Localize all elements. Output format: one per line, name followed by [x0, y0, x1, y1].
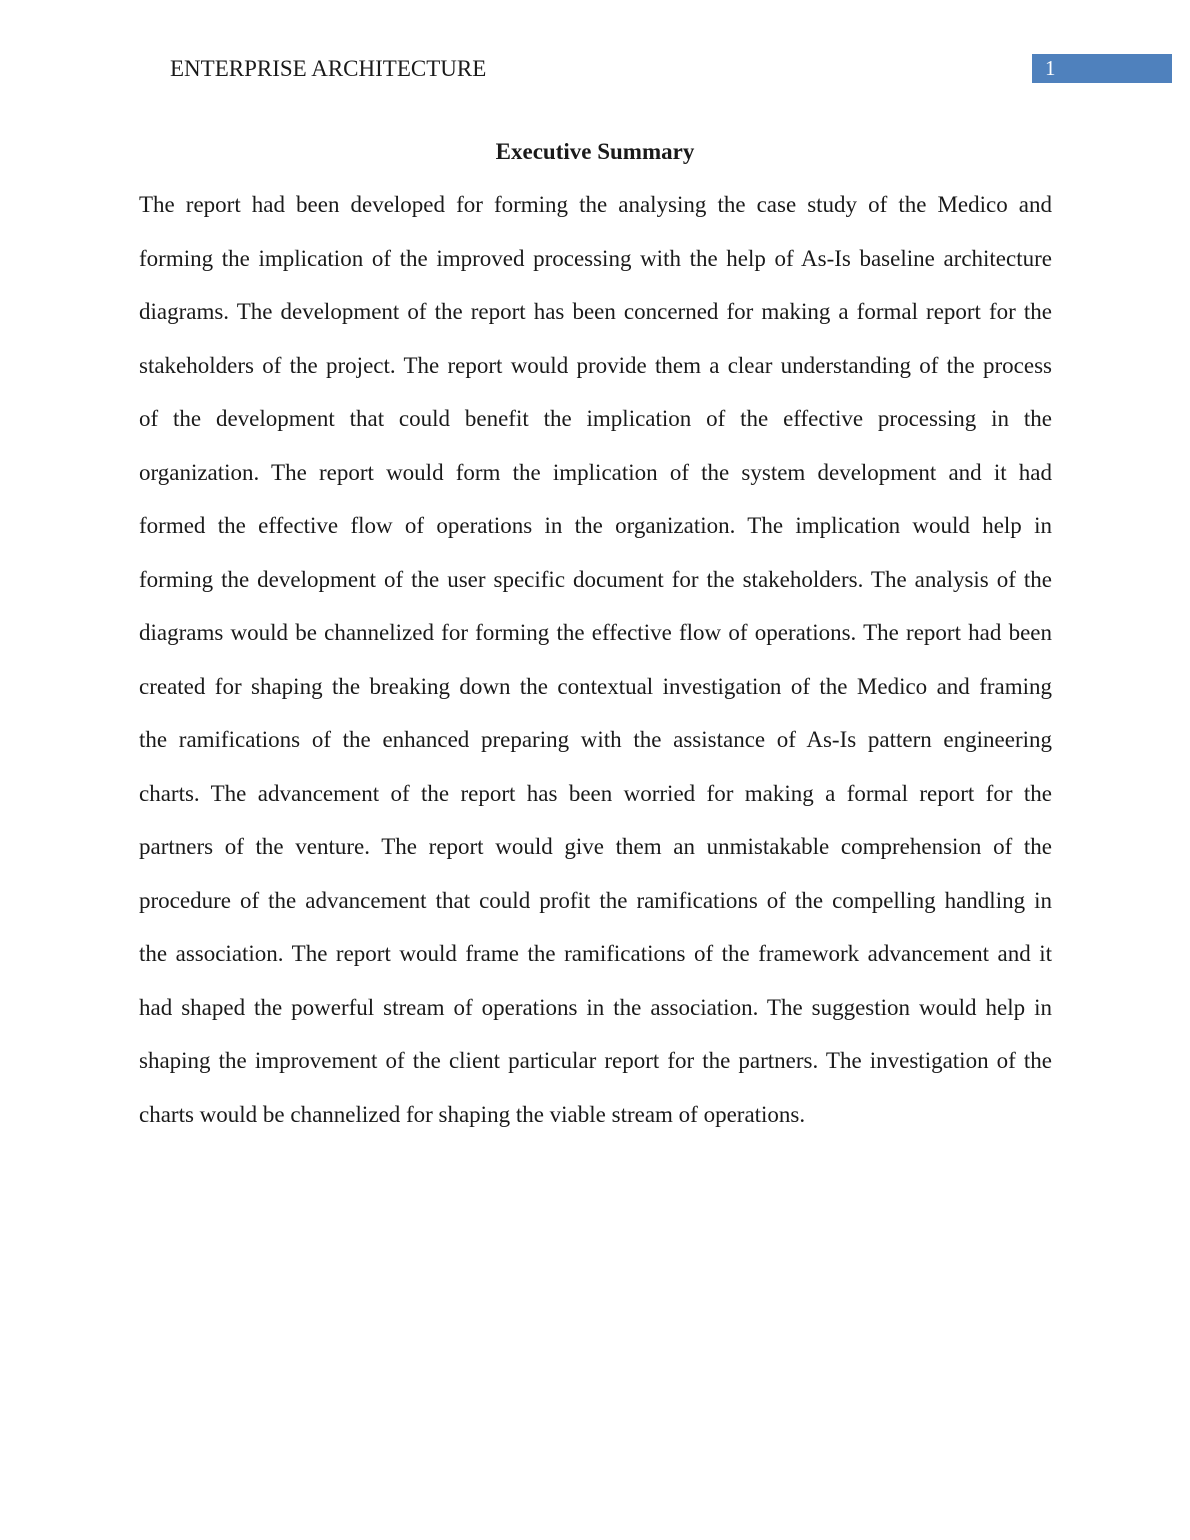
paragraph-line: formed the effective flow of operations in the organization. The implication would help in — [139, 513, 1052, 538]
paragraph-line: procedure of the advancement that could profit the ramifications of the compelling handling in — [139, 887, 1052, 913]
paragraph-line: shaping the improvement of the client particular report for the partners. The investigation of the — [139, 1048, 1052, 1073]
paragraph-line: charts. The advancement of the report has been worried for making a formal report for the — [139, 780, 1052, 806]
paragraph-line: the association. The report would frame the ramifications of the framework advancement and it — [139, 941, 1052, 966]
paragraph-line: diagrams would be channelized for forming the effective flow of operations. The report had been — [139, 620, 1052, 645]
paragraph-line: stakeholders of the project. The report would provide them a clear understanding of the process — [139, 352, 1052, 378]
paragraph-line: forming the implication of the improved processing with the help of As-Is baseline architecture — [139, 245, 1052, 271]
paragraph-line: partners of the venture. The report would give them an unmistakable comprehension of the — [139, 834, 1052, 859]
paragraph-line: forming the development of the user specific document for the stakeholders. The analysis of the — [139, 566, 1052, 592]
paragraph-line: created for shaping the breaking down the contextual investigation of the Medico and framing — [139, 673, 1052, 699]
paragraph-line: organization. The report would form the implication of the system development and it had — [139, 459, 1052, 485]
body-paragraph — [139, 178, 1052, 1141]
section-title: Executive Summary — [495, 139, 695, 164]
paragraph-line: the ramifications of the enhanced preparing with the assistance of As-Is pattern engineering — [139, 727, 1052, 752]
paragraph-line: charts would be channelized for shaping the viable stream of operations. — [139, 1101, 806, 1127]
paragraph-line: The report had been developed for forming the analysing the case study of the Medico and — [139, 192, 1052, 217]
paragraph-line: had shaped the powerful stream of operations in the association. The suggestion would help in — [139, 994, 1052, 1020]
page-number-badge — [1032, 54, 1172, 83]
paragraph-line: of the development that could benefit the implication of the effective processing in the — [139, 406, 1052, 431]
running-head: ENTERPRISE ARCHITECTURE — [170, 56, 487, 81]
page-number: 1 — [1045, 56, 1056, 80]
paragraph-line: diagrams. The development of the report has been concerned for making a formal report for the — [139, 299, 1052, 324]
